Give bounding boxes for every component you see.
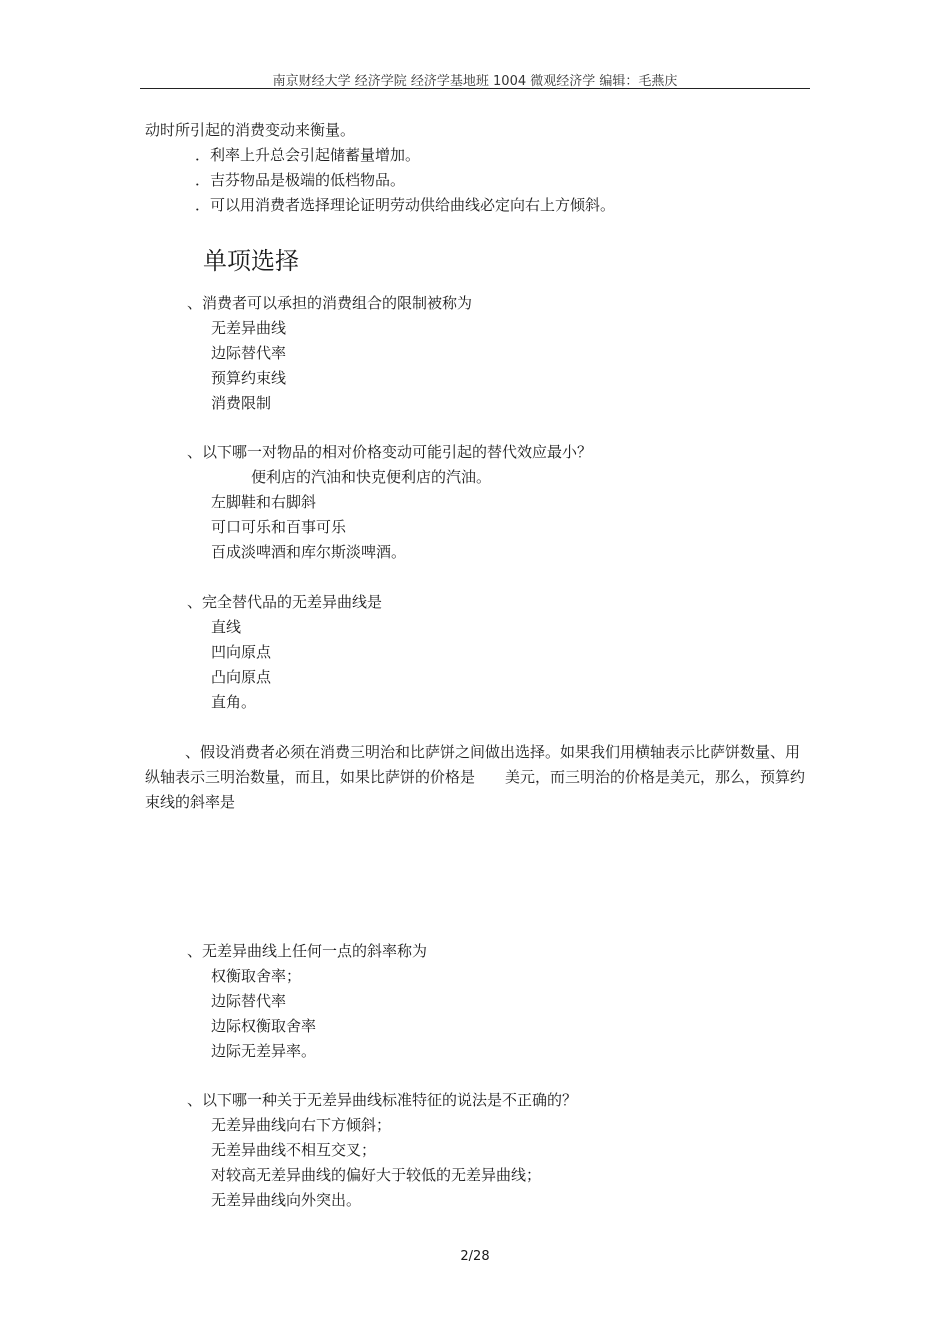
- option-c: 可口可乐和百事可乐: [211, 518, 347, 536]
- option-b: 边际替代率: [211, 992, 287, 1010]
- option-a: 权衡取舍率；: [211, 967, 302, 985]
- question-stem: 、无差异曲线上任何一点的斜率称为: [187, 942, 428, 960]
- option-a: 直线: [211, 618, 242, 636]
- question-paragraph: 、假设消费者必须在消费三明治和比萨饼之间做出选择。如果我们用横轴表示比萨饼数量、用纵轴表示三明治数量，而且，如果比萨饼的价格是 美元，而三明治的价格是美元，那么，预算约束线的斜率是: [145, 743, 806, 811]
- question-stem: 、消费者可以承担的消费组合的限制被称为: [187, 294, 473, 312]
- option-a: 无差异曲线向右下方倾斜；: [211, 1116, 392, 1134]
- intro-continuation: 动时所引起的消费变动来衡量。: [145, 121, 356, 139]
- option-c: 边际权衡取舍率: [211, 1017, 317, 1035]
- option-d: 无差异曲线向外突出。: [211, 1191, 362, 1209]
- option-b: 左脚鞋和右脚斜: [211, 493, 317, 511]
- question-stem: 、以下哪一种关于无差异曲线标准特征的说法是不正确的？: [187, 1091, 578, 1109]
- option-c: 预算约束线: [211, 369, 287, 387]
- option-d: 边际无差异率。: [211, 1042, 317, 1060]
- option-d: 直角。: [211, 693, 257, 711]
- header-divider: [140, 88, 810, 89]
- option-a: 无差异曲线: [211, 319, 287, 337]
- intro-item: ．利率上升总会引起储蓄量增加。: [195, 146, 421, 164]
- option-b: 边际替代率: [211, 344, 287, 362]
- intro-item: ．可以用消费者选择理论证明劳动供给曲线必定向右上方倾斜。: [195, 196, 616, 214]
- option-a: 便利店的汽油和快克便利店的汽油。: [251, 468, 492, 486]
- option-d: 百成淡啤酒和库尔斯淡啤酒。: [211, 543, 407, 561]
- page-header: 南京财经大学 经济学院 经济学基地班 1004 微观经济学 编辑：毛燕庆: [272, 74, 678, 89]
- option-c: 凸向原点: [211, 668, 272, 686]
- question-stem: 、以下哪一对物品的相对价格变动可能引起的替代效应最小？: [187, 443, 593, 461]
- option-b: 凹向原点: [211, 643, 272, 661]
- option-d: 消费限制: [211, 394, 272, 412]
- section-title: 单项选择: [203, 247, 299, 275]
- intro-item: ．吉芬物品是极端的低档物品。: [195, 171, 406, 189]
- option-b: 无差异曲线不相互交叉；: [211, 1141, 377, 1159]
- option-c: 对较高无差异曲线的偏好大于较低的无差异曲线；: [211, 1166, 542, 1184]
- page-number: 2/28: [460, 1249, 490, 1264]
- question-stem: 、完全替代品的无差异曲线是: [187, 593, 383, 611]
